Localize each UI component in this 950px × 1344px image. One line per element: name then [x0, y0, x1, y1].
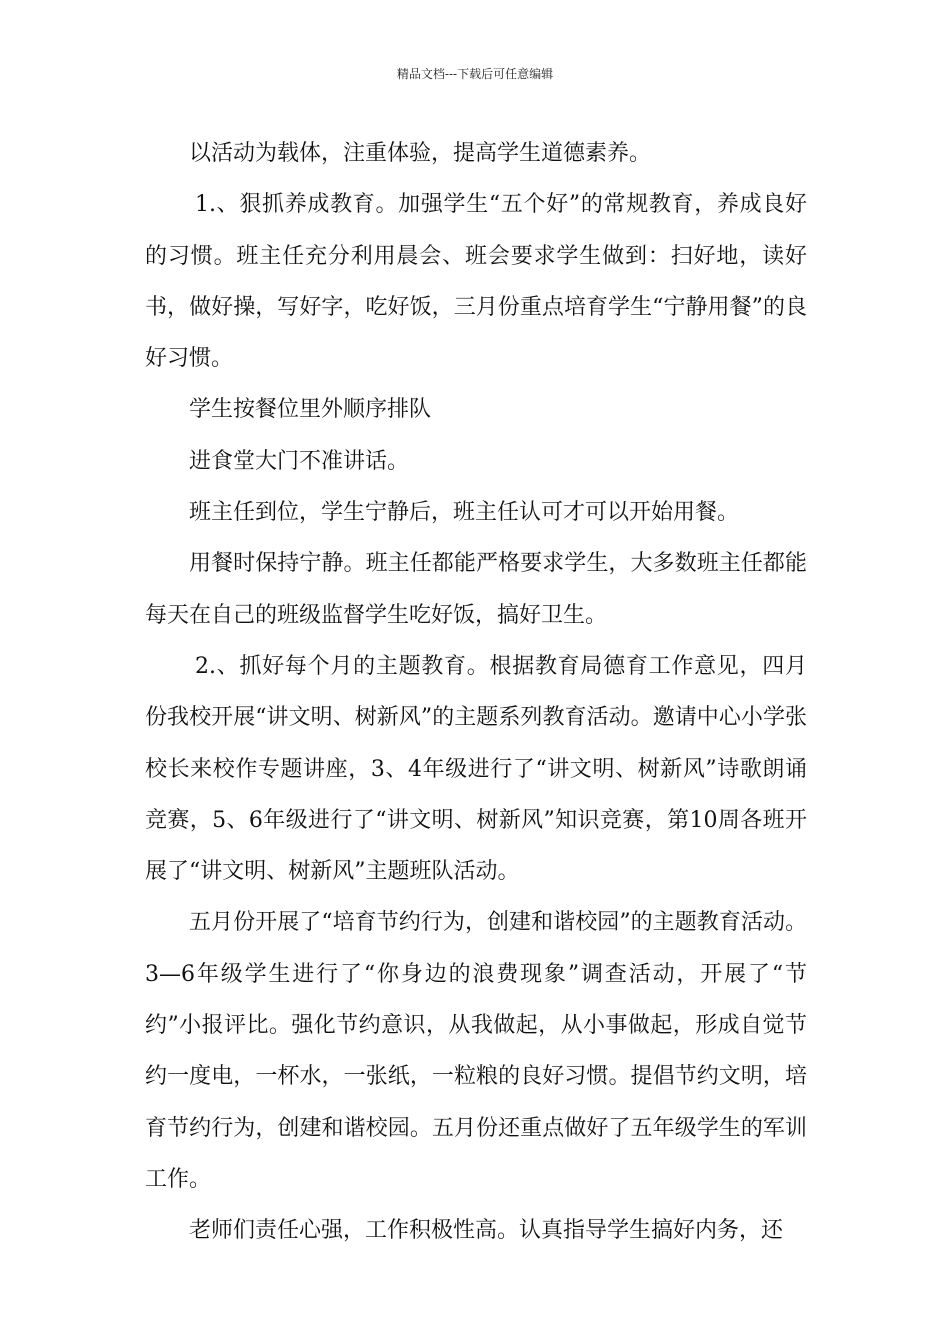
paragraph: 用餐时保持宁静。班主任都能严格要求学生，大多数班主任都能每天在自己的班级监督学生吃好饭，搞好卫生。: [145, 551, 807, 628]
paragraph: 1.、狠抓养成教育。加强学生“五个好”的常规教育，养成良好的习惯。班主任充分利用晨会、班会要求学生做到：扫好地，读好书，做好操，写好字，吃好饭，三月份重点培育学生“宁静用餐”的良好习惯。: [145, 192, 807, 372]
paragraph: 班主任到位，学生宁静后，班主任认可才可以开始用餐。: [189, 500, 740, 526]
paragraph: 老师们责任心强，工作积极性高。认真指导学生搞好内务，还: [189, 1218, 784, 1244]
paragraph: 学生按餐位里外顺序排队: [189, 397, 432, 423]
paragraph: 五月份开展了“培育节约行为，创建和谐校园”的主题教育活动。3—6年级学生进行了“你身边的浪费现象”调查活动，开展了“节约”小报评比。强化节约意识，从我做起，从小事做起，形成自觉节约一度电，一杯水，一张纸，一粒粮的良好习惯。提倡节约文明，培育节约行为，创建和谐校园。五月份还重点做好了五年级学生的军训工作。: [145, 910, 807, 1192]
page-header: 精品文档---下载后可任意编辑: [396, 67, 554, 81]
paragraph: 2.、抓好每个月的主题教育。根据教育局德育工作意见，四月份我校开展“讲文明、树新风”的主题系列教育活动。邀请中心小学张校长来校作专题讲座，3、4年级进行了“讲文明、树新风”诗歌朗诵竞赛，5、6年级进行了“讲文明、树新风”知识竞赛，第10周各班开展了“讲文明、树新风”主题班队活动。: [145, 653, 807, 885]
paragraph: 进食堂大门不准讲话。: [189, 448, 410, 474]
document-body: [145, 128, 807, 1257]
paragraph: 以活动为载体，注重体验，提高学生道德素养。: [189, 141, 652, 166]
